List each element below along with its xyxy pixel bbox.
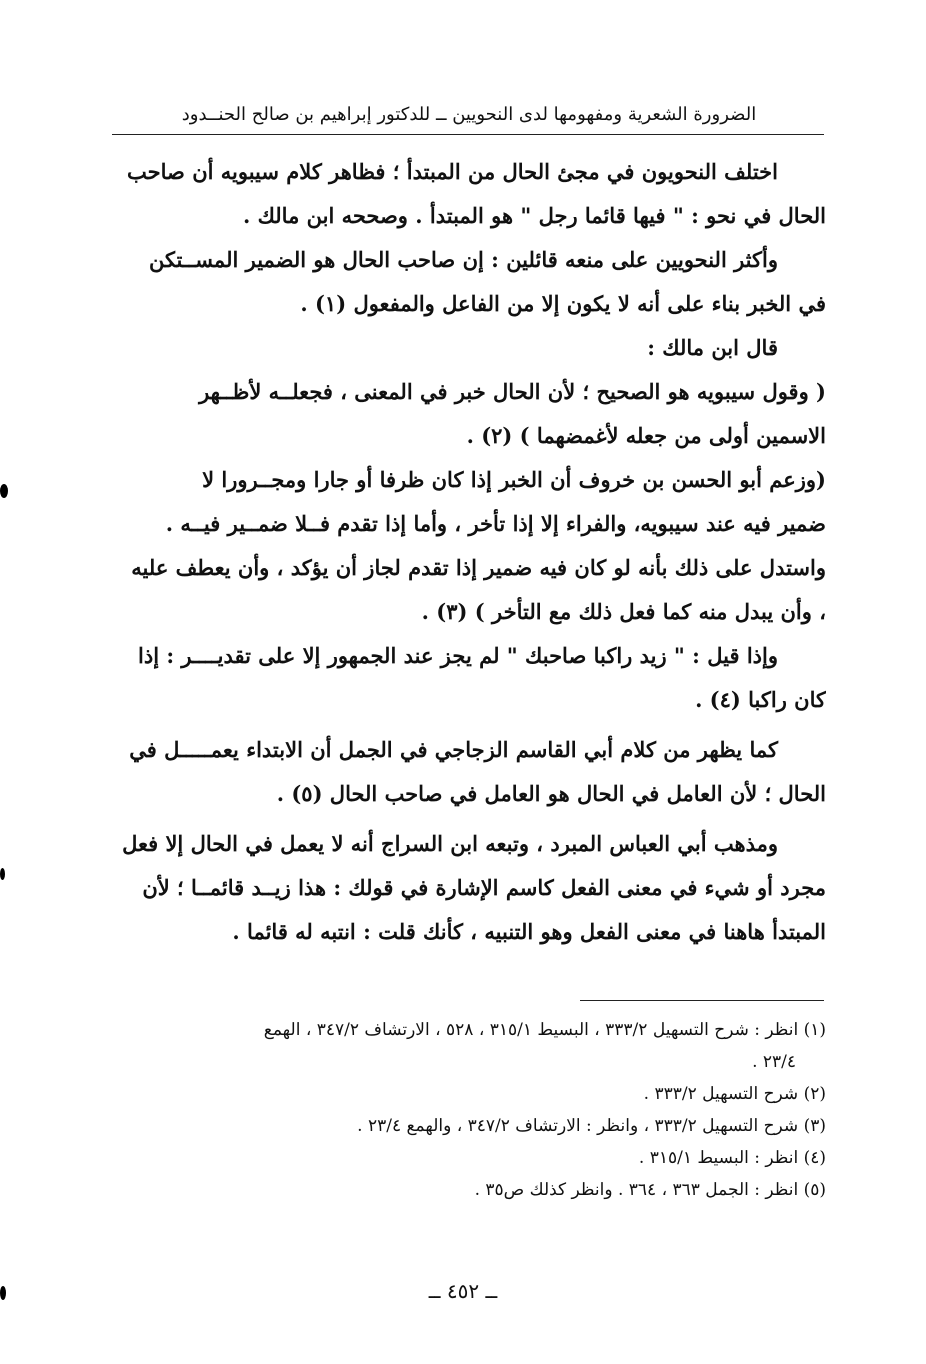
footnote-4: (٤) انظر : البسيط ٣١٥/١ .	[638, 1148, 826, 1168]
text-line: ومذهب أبي العباس المبرد ، وتبعه ابن السراج أنه لا يعمل في الحال إلا فعل	[122, 831, 778, 856]
footnote-1-continuation: ٢٣/٤ .	[752, 1052, 796, 1072]
text-line: الاسمين أولى من جعله لأغمضهما ) (٢) .	[466, 423, 826, 448]
quotation-2	[114, 458, 826, 634]
scan-artifact-mark	[0, 1286, 6, 1300]
footnote-divider	[580, 1000, 824, 1001]
footnotes	[114, 1014, 826, 1206]
text-line: قال ابن مالك :	[647, 335, 778, 360]
text-line: ضمير فيه عند سيبويه، والفراء إلا إذا تأخر ، وأما إذا تقدم فــلا ضمــير فيــه .	[165, 511, 826, 536]
text-line: وإذا قيل : " زيد راكبا صاحبك " لم يجز عند الجمهور إلا على تقديــــر : إذا	[138, 643, 778, 668]
header-divider	[112, 134, 824, 135]
text-line: وأكثر النحويين على منعه قائلين : إن صاحب الحال هو الضمير المســتكن	[148, 247, 778, 272]
text-line: اختلف النحويون في مجئ الحال من المبتدأ ؛ فظاهر كلام سيبويه أن صاحب	[127, 159, 778, 184]
text-line: الحال في نحو : " فيها قائما رجل " هو المبتدأ . وصححه ابن مالك .	[242, 203, 826, 228]
text-line: ، وأن يبدل منه كما فعل ذلك مع التأخر ) (٣) .	[421, 599, 826, 624]
paragraph-5	[114, 728, 826, 816]
text-line: (وزعم أبو الحسن بن خروف أن الخبر إذا كان ظرفا أو جارا ومجــرورا لا	[202, 467, 826, 492]
text-line: الحال ؛ لأن العامل في الحال هو العامل في صاحب الحال (٥) .	[276, 781, 826, 806]
footnote-5: (٥) انظر : الجمل ٣٦٣ ، ٣٦٤ . وانظر كذلك ص٣٥ .	[474, 1180, 826, 1200]
text-line: في الخبر بناء على أنه لا يكون إلا من الفاعل والمفعول (١) .	[300, 291, 826, 316]
scan-artifact-mark	[0, 484, 8, 498]
text-line: كما يظهر من كلام أبي القاسم الزجاجي في الجمل أن الابتداء يعمـــــل في	[129, 737, 778, 762]
text-line: المبتدأ هاهنا في معنى الفعل وهو التنبيه ، كأنك قلت : انتبه له قائما .	[232, 919, 826, 944]
running-header: الضرورة الشعرية ومفهومها لدى النحويين ــ للدكتور إبراهيم بن صالح الحنــدود	[181, 104, 757, 125]
quotation-1	[114, 370, 826, 458]
paragraph-6	[114, 822, 826, 954]
text-line: كان راكبا (٤) .	[695, 687, 826, 712]
paragraph-4	[114, 634, 826, 722]
footnote-3: (٣) شرح التسهيل ٣٣٣/٢ ، وانظر : الارتشاف ٣٤٧/٢ ، والهمع ٢٣/٤ .	[357, 1116, 826, 1136]
text-line: مجرد أو شيء في معنى الفعل كاسم الإشارة في قولك : هذا زيــد قائمــا ؛ لأن	[142, 875, 826, 900]
footnote-1: (١) انظر : شرح التسهيل ٣٣٣/٢ ، البسيط ٣١٥/١ ، ٥٢٨ ، الارتشاف ٣٤٧/٢ ، الهمع	[263, 1020, 826, 1040]
text-line: واستدل على ذلك بأنه لو كان فيه ضمير إذا تقدم لجاز أن يؤكد ، وأن يعطف عليه	[131, 555, 826, 580]
paragraph-1	[114, 150, 826, 238]
main-text	[114, 150, 826, 954]
page-number: ــ ٤٥٢ ــ	[428, 1279, 498, 1303]
text-line: ( وقول سيبويه هو الصحيح ؛ لأن الحال خبر في المعنى ، فجعلــه لأظــهر	[199, 379, 826, 404]
scan-artifact-mark	[0, 868, 5, 880]
footnote-2: (٢) شرح التسهيل ٣٣٣/٢ .	[643, 1084, 826, 1104]
paragraph-2	[114, 238, 826, 326]
paragraph-3	[114, 326, 826, 370]
